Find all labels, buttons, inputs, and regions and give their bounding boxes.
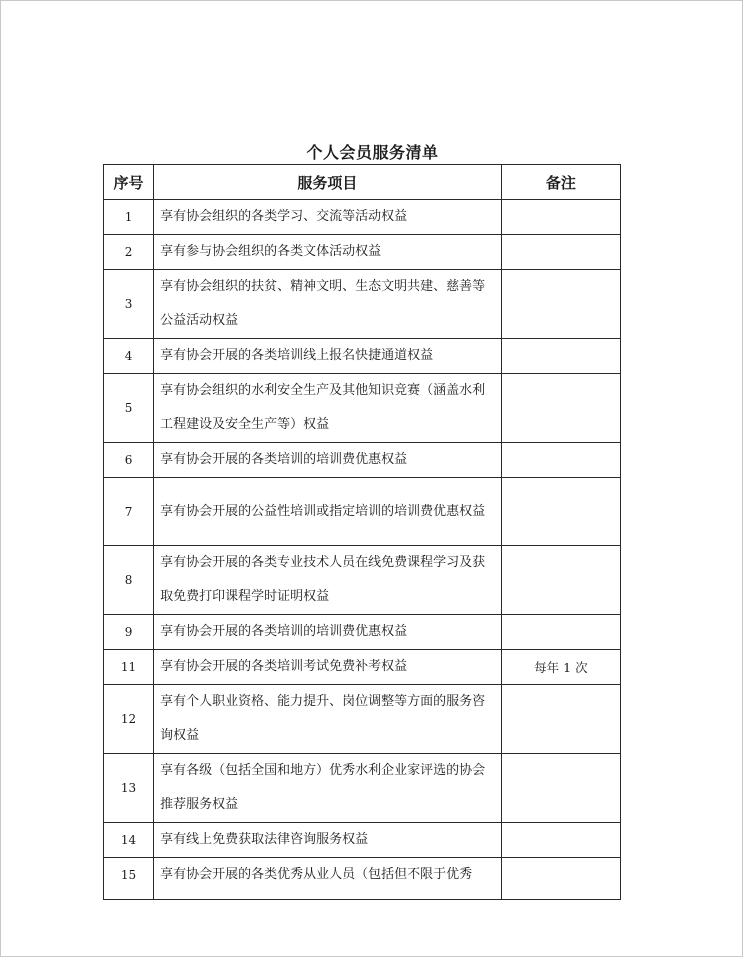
row-item: 享有协会开展的各类优秀从业人员（包括但不限于优秀 <box>154 858 502 900</box>
row-note <box>501 615 620 650</box>
row-item: 享有各级（包括全国和地方）优秀水利企业家评选的协会推荐服务权益 <box>154 754 502 823</box>
row-item: 享有参与协会组织的各类文体活动权益 <box>154 235 502 270</box>
row-no: 9 <box>104 615 154 650</box>
row-note <box>501 685 620 754</box>
table-header-row <box>104 165 621 200</box>
row-item: 享有协会开展的各类培训的培训费优惠权益 <box>154 443 502 478</box>
table-row <box>104 546 621 615</box>
table-row <box>104 754 621 823</box>
row-no: 6 <box>104 443 154 478</box>
table-row <box>104 235 621 270</box>
row-note <box>501 270 620 339</box>
row-note <box>501 754 620 823</box>
row-item: 享有协会开展的各类培训的培训费优惠权益 <box>154 615 502 650</box>
table-row <box>104 200 621 235</box>
row-no: 2 <box>104 235 154 270</box>
row-item: 享有协会组织的各类学习、交流等活动权益 <box>154 200 502 235</box>
row-no: 3 <box>104 270 154 339</box>
header-item: 服务项目 <box>154 165 502 200</box>
row-item: 享有协会开展的各类培训考试免费补考权益 <box>154 650 502 685</box>
row-no: 11 <box>104 650 154 685</box>
row-note <box>501 858 620 900</box>
table-row <box>104 339 621 374</box>
table-row <box>104 478 621 546</box>
table-row <box>104 374 621 443</box>
row-note <box>501 546 620 615</box>
row-no: 5 <box>104 374 154 443</box>
header-note: 备注 <box>501 165 620 200</box>
service-table <box>103 164 621 900</box>
row-note: 每年 1 次 <box>501 650 620 685</box>
row-no: 15 <box>104 858 154 900</box>
row-item: 享有个人职业资格、能力提升、岗位调整等方面的服务咨询权益 <box>154 685 502 754</box>
row-note <box>501 374 620 443</box>
table-row <box>104 858 621 900</box>
row-item: 享有协会组织的扶贫、精神文明、生态文明共建、慈善等公益活动权益 <box>154 270 502 339</box>
row-note <box>501 443 620 478</box>
row-note <box>501 478 620 546</box>
row-no: 12 <box>104 685 154 754</box>
row-item: 享有线上免费获取法律咨询服务权益 <box>154 823 502 858</box>
row-no: 7 <box>104 478 154 546</box>
row-no: 8 <box>104 546 154 615</box>
table-row <box>104 650 621 685</box>
document-title: 个人会员服务清单 <box>306 143 439 162</box>
row-no: 1 <box>104 200 154 235</box>
table-row <box>104 270 621 339</box>
row-no: 4 <box>104 339 154 374</box>
row-item: 享有协会开展的公益性培训或指定培训的培训费优惠权益 <box>154 478 502 546</box>
row-note <box>501 339 620 374</box>
table-row <box>104 615 621 650</box>
table-row <box>104 823 621 858</box>
row-item: 享有协会开展的各类培训线上报名快捷通道权益 <box>154 339 502 374</box>
row-note <box>501 235 620 270</box>
row-note <box>501 823 620 858</box>
row-item: 享有协会开展的各类专业技术人员在线免费课程学习及获取免费打印课程学时证明权益 <box>154 546 502 615</box>
row-item: 享有协会组织的水利安全生产及其他知识竞赛（涵盖水利工程建设及安全生产等）权益 <box>154 374 502 443</box>
row-no: 13 <box>104 754 154 823</box>
table-row <box>104 685 621 754</box>
row-note <box>501 200 620 235</box>
table-row <box>104 443 621 478</box>
header-no: 序号 <box>104 165 154 200</box>
row-no: 14 <box>104 823 154 858</box>
